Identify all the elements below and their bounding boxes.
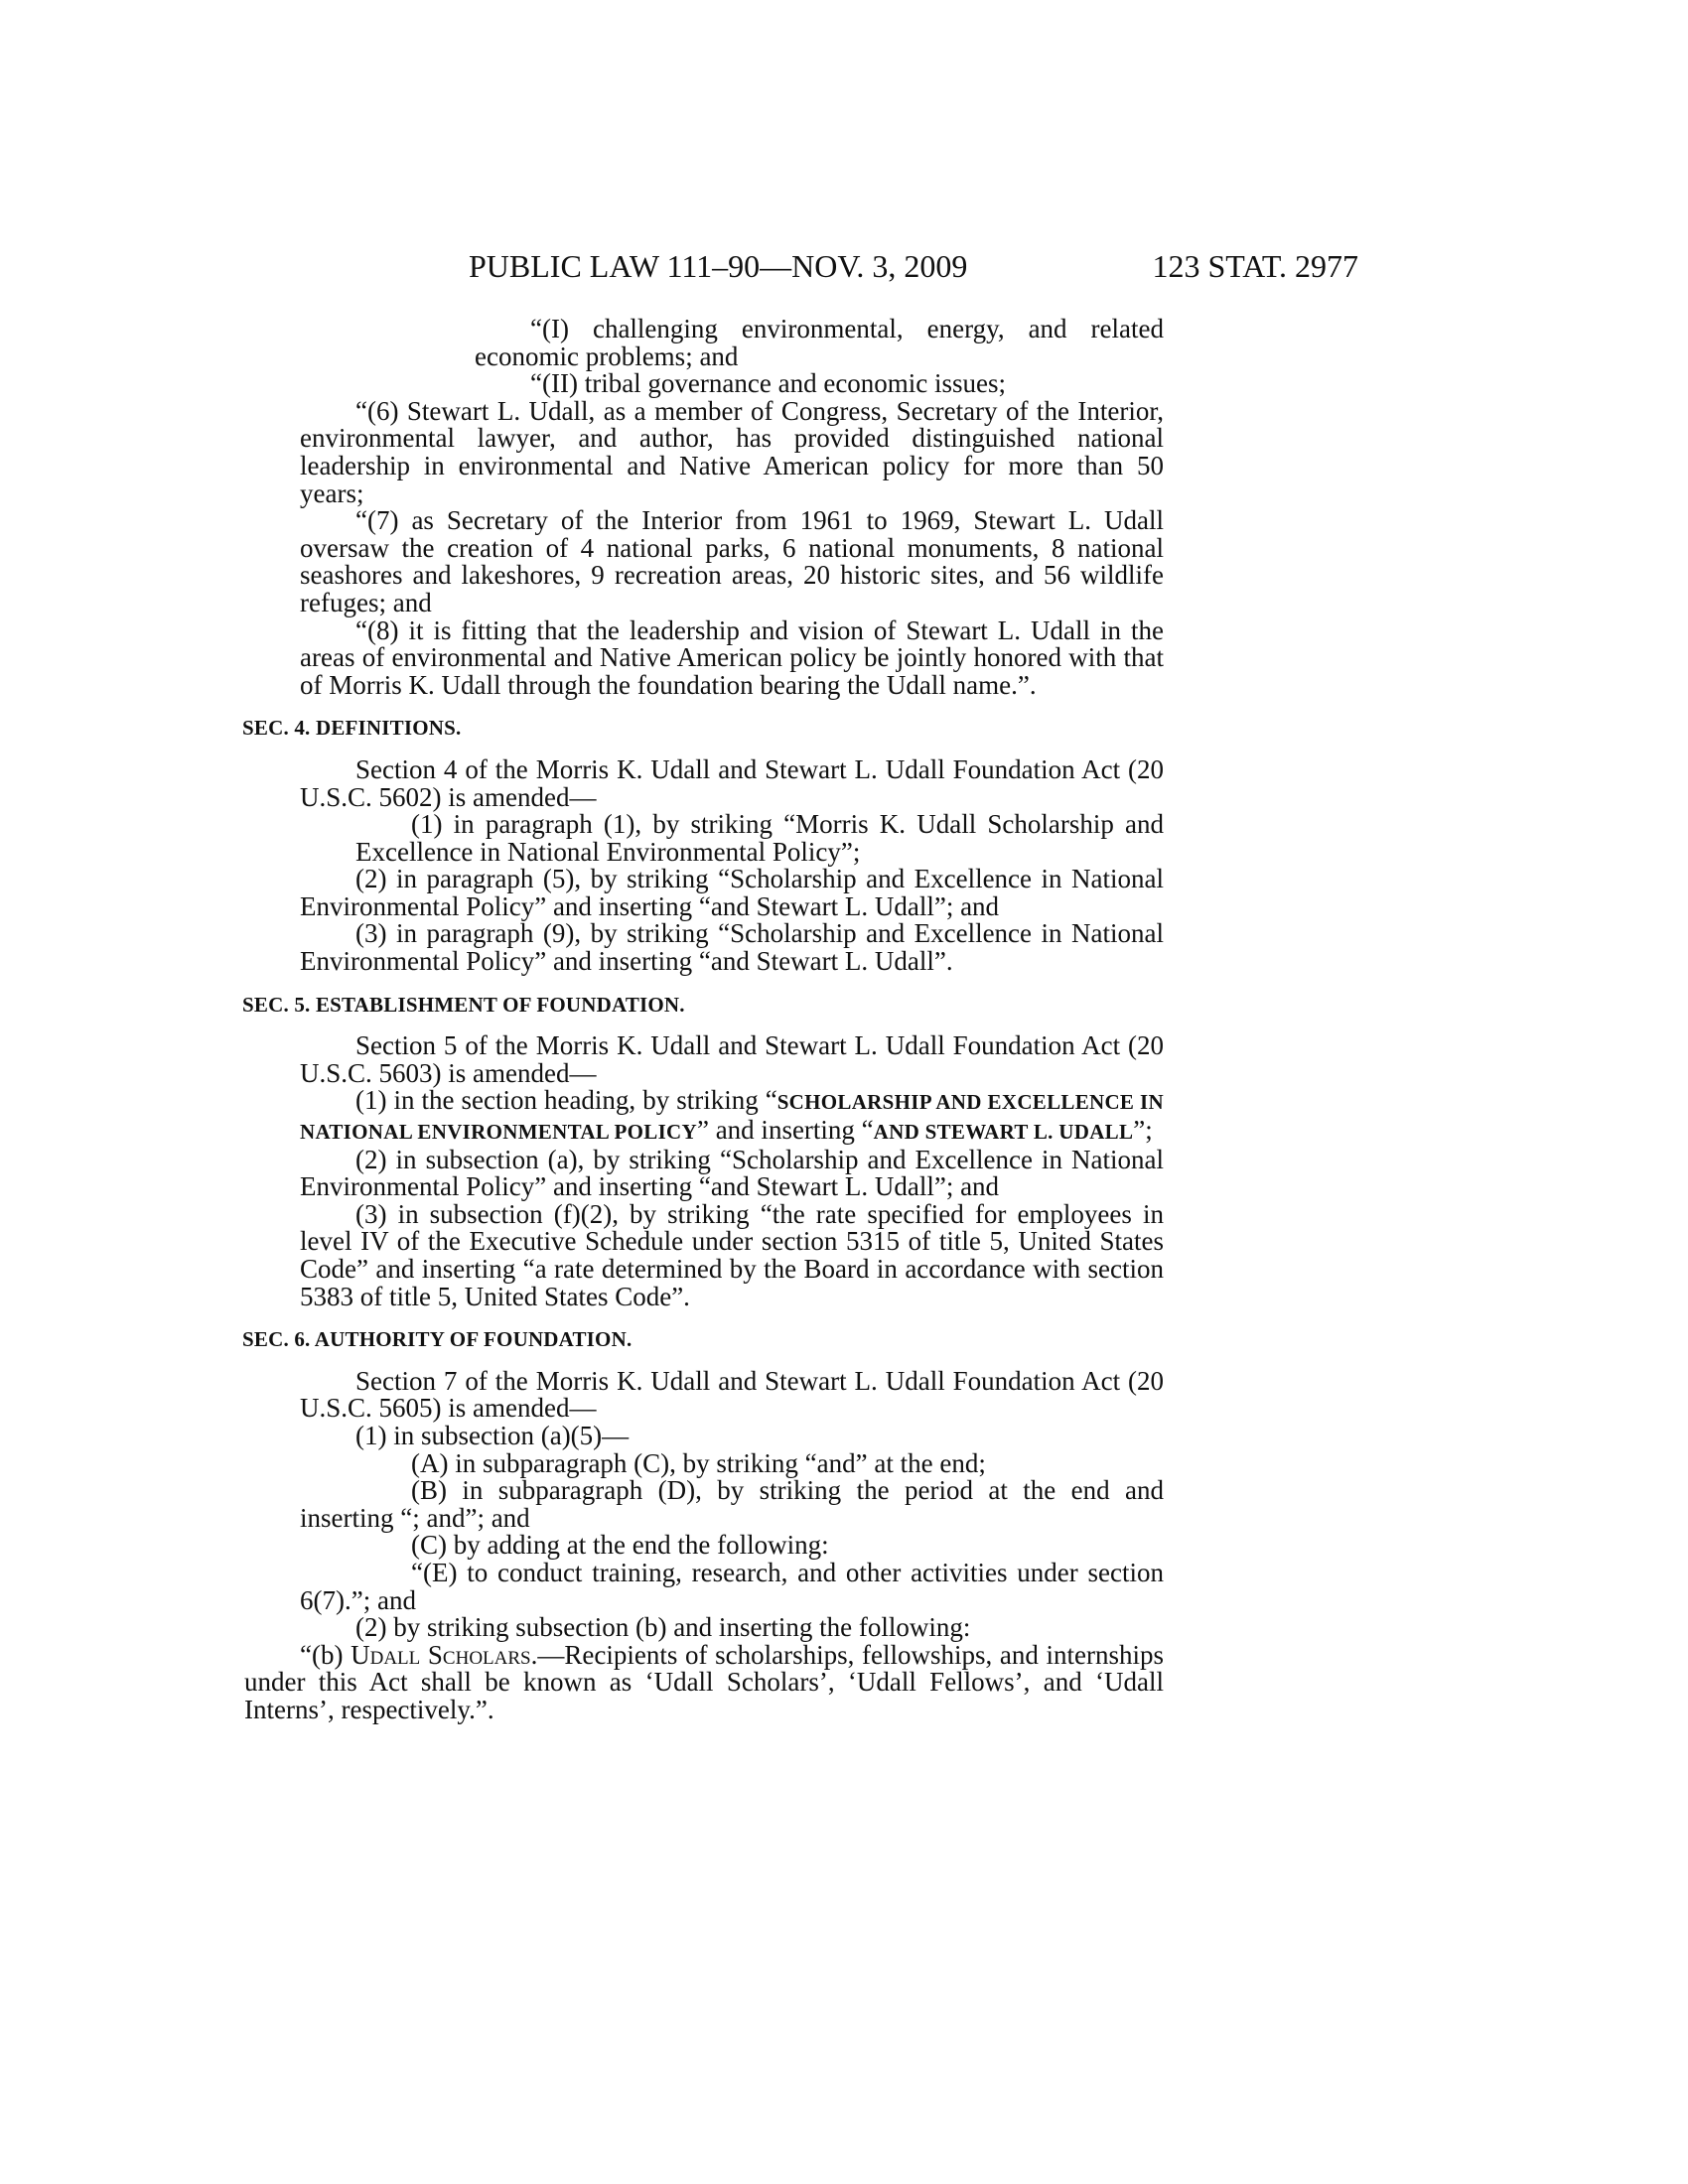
amendment-text: (1) in the section heading, by striking “ xyxy=(355,1085,777,1116)
section-4 xyxy=(242,715,1164,977)
section-heading: SEC. 4. DEFINITIONS. xyxy=(242,716,462,741)
amendment-item: (2) in subsection (a), by striking “Scholarship and Excellence in National Environmental Policy” and inserting “and Stewart L. Udall”; and xyxy=(300,1144,1164,1202)
amendment-item: (3) in subsection (f)(2), by striking “the rate specified for employees in level IV of the Executive Schedule under section 5315 of title 5, United States Code” and inserting “a rate determined by the Board in accordance with section 5383 of title 5, United States Code”. xyxy=(300,1198,1164,1311)
section-5 xyxy=(242,992,1164,1311)
amendment-text: ”; xyxy=(1133,1115,1153,1146)
amendment-item: (2) in paragraph (5), by striking “Scholarship and Excellence in National Environmental Policy” and inserting “and Stewart L. Udall”; and xyxy=(300,864,1164,921)
section-intro: Section 5 of the Morris K. Udall and Stewart L. Udall Foundation Act (20 U.S.C. 5603) is amended— xyxy=(300,1030,1164,1088)
section-heading: SEC. 6. AUTHORITY OF FOUNDATION. xyxy=(242,1327,633,1352)
clause-I: “(I) challenging environmental, energy, and related economic problems; and xyxy=(475,314,1164,371)
finding-8: “(8) it is fitting that the leadership and vision of Stewart L. Udall in the areas of environmental and Native American policy be jointly honored with that of Morris K. Udall through the foundation bearing the Udall name.”. xyxy=(300,614,1164,700)
amendment-subitem: (C) by adding at the end the following: xyxy=(411,1530,829,1561)
amendment-text: (1) in paragraph (1), by striking “Morris K. Udall Scholarship and Excellence in National Environmental Policy”; xyxy=(355,809,1164,867)
inserted-subsection xyxy=(244,1639,1164,1724)
amendment-item xyxy=(300,811,1164,866)
subsection-text: .—Recipients of scholarships, fellowships, and internships under this Act shall be known as ‘Udall Scholars’, ‘Udall Fellows’, and ‘Udall Interns’, respectively.”. xyxy=(244,1639,1164,1724)
amendment-subitem: (B) in subparagraph (D), by striking the period at the end and inserting “; and”; and xyxy=(300,1475,1164,1533)
amendment-item: (2) by striking subsection (b) and inserting the following: xyxy=(355,1612,971,1643)
amendment-item xyxy=(244,1087,1164,1146)
section-intro: Section 4 of the Morris K. Udall and Stewart L. Udall Foundation Act (20 U.S.C. 5602) is amended— xyxy=(300,753,1164,812)
running-head: PUBLIC LAW 111–90—NOV. 3, 2009 xyxy=(469,248,968,284)
struck-heading: SCHOLARSHIP AND EXCELLENCE IN NATIONAL ENVIRONMENTAL POLICY xyxy=(300,1090,1164,1145)
amendment-item: (1) in subsection (a)(5)— xyxy=(355,1420,630,1450)
inserted-text: “(E) to conduct training, research, and other activities under section 6(7).”; and xyxy=(300,1557,1164,1615)
section-heading: SEC. 5. ESTABLISHMENT OF FOUNDATION. xyxy=(242,992,685,1017)
amendment-text: ” and inserting “ xyxy=(696,1115,874,1146)
statute-text xyxy=(242,314,1164,1724)
finding-6: “(6) Stewart L. Udall, as a member of Congress, Secretary of the Interior, environmental lawyer, and author, has provided distinguished national leadership in environmental and Native American policy for more than 50 years; xyxy=(300,395,1164,508)
page-header xyxy=(469,246,1358,286)
page-citation: 123 STAT. 2977 xyxy=(1152,248,1358,284)
subsection-prefix: “(b) xyxy=(300,1639,352,1670)
subsection-caption: Udall Scholars xyxy=(351,1639,531,1670)
clause-II: “(II) tribal governance and economic issues; xyxy=(530,368,1007,399)
finding-7: “(7) as Secretary of the Interior from 1961 to 1969, Stewart L. Udall oversaw the creation of 4 national parks, 6 national monuments, 8 national seashores and lakeshores, 9 recreation areas, 20 historic sites, and 56 wildlife refuges; and xyxy=(300,505,1164,617)
section-6 xyxy=(242,1326,1164,1724)
amendment-item: (3) in paragraph (9), by striking “Scholarship and Excellence in National Environmental Policy” and inserting “and Stewart L. Udall”. xyxy=(300,918,1164,977)
section-intro: Section 7 of the Morris K. Udall and Stewart L. Udall Foundation Act (20 U.S.C. 5605) is amended— xyxy=(300,1365,1164,1424)
amendment-subitem: (A) in subparagraph (C), by striking “and” at the end; xyxy=(411,1447,986,1478)
inserted-heading: AND STEWART L. UDALL xyxy=(873,1120,1134,1145)
